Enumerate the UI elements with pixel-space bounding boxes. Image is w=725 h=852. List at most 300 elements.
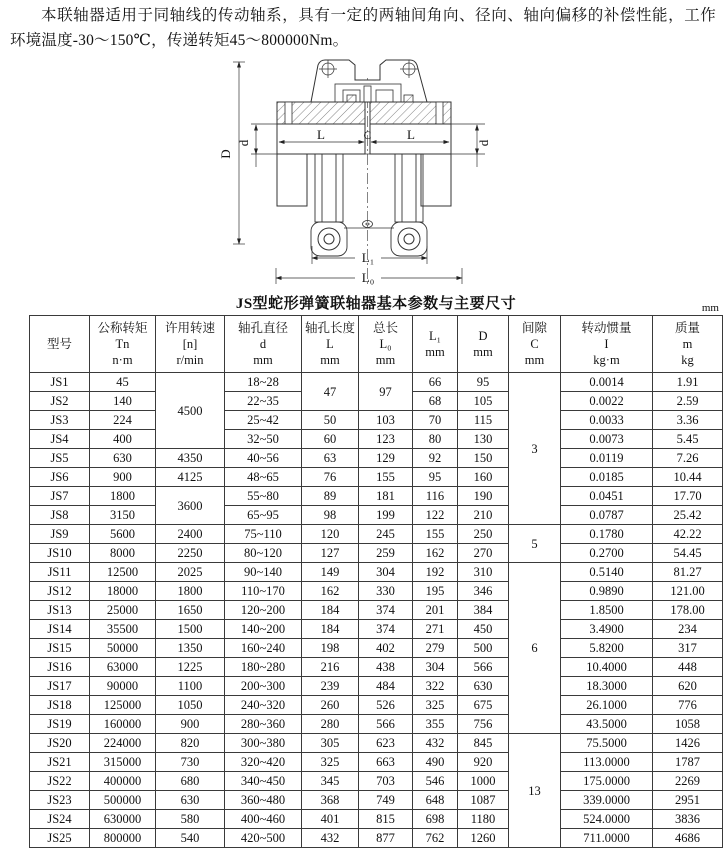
dim-label-d-right: d xyxy=(476,139,491,147)
table-row xyxy=(30,601,723,620)
table-cell: 2951 xyxy=(653,791,723,810)
table-cell: 201 xyxy=(413,601,458,620)
table-cell: 5 xyxy=(509,525,561,563)
table-cell: 32~50 xyxy=(225,430,302,449)
table-cell: 580 xyxy=(156,810,225,829)
spec-table xyxy=(29,315,723,848)
table-cell: 75.5000 xyxy=(561,734,653,753)
table-cell: 162 xyxy=(413,544,458,563)
table-cell: 4350 xyxy=(156,449,225,468)
table-row xyxy=(30,829,723,848)
table-cell: 110~170 xyxy=(225,582,302,601)
table-cell: 320~420 xyxy=(225,753,302,772)
table-cell: 730 xyxy=(156,753,225,772)
screw-left xyxy=(347,95,356,102)
table-cell: 368 xyxy=(302,791,359,810)
spec-table-block xyxy=(29,295,723,848)
table-cell: JS16 xyxy=(30,658,90,677)
table-cell: 224000 xyxy=(90,734,156,753)
table-cell: 1180 xyxy=(458,810,509,829)
table-cell: 190 xyxy=(458,487,509,506)
table-cell: 162 xyxy=(302,582,359,601)
table-cell: 400 xyxy=(90,430,156,449)
table-cell: 401 xyxy=(302,810,359,829)
table-row xyxy=(30,677,723,696)
table-cell: 877 xyxy=(359,829,413,848)
table-cell: 400000 xyxy=(90,772,156,791)
table-row xyxy=(30,791,723,810)
table-cell: 0.5140 xyxy=(561,563,653,582)
table-cell: JS1 xyxy=(30,373,90,392)
table-cell: 175.0000 xyxy=(561,772,653,791)
table-cell: JS23 xyxy=(30,791,90,810)
table-cell: 123 xyxy=(359,430,413,449)
table-cell: 195 xyxy=(413,582,458,601)
col-header: L₁ mm xyxy=(413,316,458,373)
table-cell: JS12 xyxy=(30,582,90,601)
table-cell: 450 xyxy=(458,620,509,639)
table-cell: 181 xyxy=(359,487,413,506)
table-cell: 2269 xyxy=(653,772,723,791)
table-cell: 155 xyxy=(413,525,458,544)
hex-bolt-left xyxy=(311,222,347,256)
table-cell: 127 xyxy=(302,544,359,563)
table-cell: 160~240 xyxy=(225,639,302,658)
table-cell: 3.4900 xyxy=(561,620,653,639)
table-cell: 55~80 xyxy=(225,487,302,506)
table-cell: 438 xyxy=(359,658,413,677)
table-cell: JS9 xyxy=(30,525,90,544)
table-cell: 2025 xyxy=(156,563,225,582)
table-cell: 280~360 xyxy=(225,715,302,734)
table-cell: 0.0073 xyxy=(561,430,653,449)
table-cell: 4125 xyxy=(156,468,225,487)
table-cell: 25000 xyxy=(90,601,156,620)
table-cell: 25.42 xyxy=(653,506,723,525)
table-cell: 3.36 xyxy=(653,411,723,430)
table-row xyxy=(30,373,723,392)
table-row xyxy=(30,411,723,430)
table-row xyxy=(30,487,723,506)
table-cell: 820 xyxy=(156,734,225,753)
table-cell: 120 xyxy=(302,525,359,544)
table-cell: 1787 xyxy=(653,753,723,772)
table-row xyxy=(30,544,723,563)
table-cell: 270 xyxy=(458,544,509,563)
table-cell: 4500 xyxy=(156,373,225,449)
table-cell: 48~65 xyxy=(225,468,302,487)
table-cell: 3150 xyxy=(90,506,156,525)
dim-label-L-left: L xyxy=(317,127,325,142)
table-cell: 25~42 xyxy=(225,411,302,430)
table-row xyxy=(30,715,723,734)
table-cell: 815 xyxy=(359,810,413,829)
table-cell: 0.0014 xyxy=(561,373,653,392)
table-cell: 90~140 xyxy=(225,563,302,582)
table-cell: 310 xyxy=(458,563,509,582)
table-cell: 75~110 xyxy=(225,525,302,544)
table-cell: 566 xyxy=(458,658,509,677)
table-cell: 18000 xyxy=(90,582,156,601)
table-cell: 1500 xyxy=(156,620,225,639)
table-row xyxy=(30,658,723,677)
table-row xyxy=(30,563,723,582)
bolt-shanks xyxy=(315,154,423,222)
screw-right xyxy=(404,95,413,102)
table-cell: 663 xyxy=(359,753,413,772)
table-cell: JS3 xyxy=(30,411,90,430)
table-cell: JS14 xyxy=(30,620,90,639)
table-cell: 65~95 xyxy=(225,506,302,525)
table-cell: 756 xyxy=(458,715,509,734)
table-cell: JS11 xyxy=(30,563,90,582)
table-cell: 216 xyxy=(302,658,359,677)
table-cell: 800000 xyxy=(90,829,156,848)
table-cell: 3 xyxy=(509,373,561,525)
col-header: 公称转矩 Tn n·m xyxy=(90,316,156,373)
table-cell: 155 xyxy=(359,468,413,487)
table-cell: 0.0033 xyxy=(561,411,653,430)
table-cell: 0.0787 xyxy=(561,506,653,525)
table-cell: JS22 xyxy=(30,772,90,791)
table-cell: 140~200 xyxy=(225,620,302,639)
table-cell: 339.0000 xyxy=(561,791,653,810)
table-row xyxy=(30,620,723,639)
table-cell: 12500 xyxy=(90,563,156,582)
table-cell: 317 xyxy=(653,639,723,658)
table-cell: 17.70 xyxy=(653,487,723,506)
table-cell: 845 xyxy=(458,734,509,753)
table-cell: 325 xyxy=(413,696,458,715)
table-cell: 1260 xyxy=(458,829,509,848)
table-cell: 105 xyxy=(458,392,509,411)
table-cell: 432 xyxy=(302,829,359,848)
table-cell: 45 xyxy=(90,373,156,392)
table-cell: 271 xyxy=(413,620,458,639)
table-cell: 6 xyxy=(509,563,561,734)
table-body xyxy=(30,373,723,848)
table-cell: 1800 xyxy=(90,487,156,506)
col-header: 许用转速 [n] r/min xyxy=(156,316,225,373)
col-header: 轴孔直径 d mm xyxy=(225,316,302,373)
table-cell: 192 xyxy=(413,563,458,582)
table-cell: 116 xyxy=(413,487,458,506)
table-cell: 50000 xyxy=(90,639,156,658)
table-cell: 698 xyxy=(413,810,458,829)
table-row xyxy=(30,696,723,715)
table-cell: 920 xyxy=(458,753,509,772)
table-cell: 129 xyxy=(359,449,413,468)
table-cell: 40~56 xyxy=(225,449,302,468)
table-cell: 648 xyxy=(413,791,458,810)
table-cell: 325 xyxy=(302,753,359,772)
table-cell: 900 xyxy=(156,715,225,734)
table-row xyxy=(30,639,723,658)
table-cell: 89 xyxy=(302,487,359,506)
table-cell: 90000 xyxy=(90,677,156,696)
table-cell: 2400 xyxy=(156,525,225,544)
table-cell: 4686 xyxy=(653,829,723,848)
col-header: 质量 m kg xyxy=(653,316,723,373)
table-cell: JS8 xyxy=(30,506,90,525)
dim-D-line xyxy=(233,62,245,244)
table-cell: 120~200 xyxy=(225,601,302,620)
table-cell: 1087 xyxy=(458,791,509,810)
table-row xyxy=(30,506,723,525)
table-cell: 346 xyxy=(458,582,509,601)
table-cell: 97 xyxy=(359,373,413,411)
dim-label-C: C xyxy=(363,130,372,142)
table-cell: 566 xyxy=(359,715,413,734)
table-row xyxy=(30,734,723,753)
table-cell: 98 xyxy=(302,506,359,525)
table-cell: 18~28 xyxy=(225,373,302,392)
table-cell: JS15 xyxy=(30,639,90,658)
table-cell: 95 xyxy=(458,373,509,392)
table-cell: 150 xyxy=(458,449,509,468)
seal-groove-right xyxy=(436,102,443,124)
sleeve-right xyxy=(421,154,451,206)
table-cell: 50 xyxy=(302,411,359,430)
table-cell: 81.27 xyxy=(653,563,723,582)
table-cell: 1000 xyxy=(458,772,509,791)
table-cell: 8000 xyxy=(90,544,156,563)
table-cell: 184 xyxy=(302,620,359,639)
header-row xyxy=(30,316,723,373)
table-cell: 305 xyxy=(302,734,359,753)
table-cell: 330 xyxy=(359,582,413,601)
table-cell: 22~35 xyxy=(225,392,302,411)
table-cell: 304 xyxy=(413,658,458,677)
table-cell: 3600 xyxy=(156,487,225,525)
col-header: 总长 L₀ mm xyxy=(359,316,413,373)
table-cell: 5.45 xyxy=(653,430,723,449)
labyrinth-detail xyxy=(335,84,401,102)
table-cell: JS13 xyxy=(30,601,90,620)
table-cell: 260 xyxy=(302,696,359,715)
seal-groove-left xyxy=(285,102,292,124)
table-cell: 630 xyxy=(156,791,225,810)
table-row xyxy=(30,753,723,772)
table-cell: JS24 xyxy=(30,810,90,829)
table-cell: JS17 xyxy=(30,677,90,696)
table-cell: 60 xyxy=(302,430,359,449)
table-cell: 178.00 xyxy=(653,601,723,620)
table-row xyxy=(30,810,723,829)
table-cell: 245 xyxy=(359,525,413,544)
table-cell: 420~500 xyxy=(225,829,302,848)
table-cell: JS4 xyxy=(30,430,90,449)
table-cell: JS6 xyxy=(30,468,90,487)
dim-label-L1: L₁ xyxy=(361,250,375,265)
table-cell: 345 xyxy=(302,772,359,791)
col-header: 型号 xyxy=(30,316,90,373)
table-cell: 2.59 xyxy=(653,392,723,411)
col-header: 轴孔长度 L mm xyxy=(302,316,359,373)
table-cell: 630 xyxy=(90,449,156,468)
table-cell: 0.0119 xyxy=(561,449,653,468)
table-cell: 80~120 xyxy=(225,544,302,563)
table-cell: 762 xyxy=(413,829,458,848)
table-cell: 374 xyxy=(359,601,413,620)
table-cell: 76 xyxy=(302,468,359,487)
col-header: 间隙 C mm xyxy=(509,316,561,373)
table-cell: 1426 xyxy=(653,734,723,753)
table-row xyxy=(30,525,723,544)
table-row xyxy=(30,449,723,468)
table-cell: 198 xyxy=(302,639,359,658)
table-cell: 500 xyxy=(458,639,509,658)
table-cell: 524.0000 xyxy=(561,810,653,829)
table-cell: 630000 xyxy=(90,810,156,829)
table-cell: 92 xyxy=(413,449,458,468)
table-cell: 10.4000 xyxy=(561,658,653,677)
table-cell: JS7 xyxy=(30,487,90,506)
dim-label-L0: L₀ xyxy=(361,270,375,285)
table-cell: 2250 xyxy=(156,544,225,563)
table-cell: 224 xyxy=(90,411,156,430)
table-cell: JS5 xyxy=(30,449,90,468)
table-cell: 259 xyxy=(359,544,413,563)
table-cell: 130 xyxy=(458,430,509,449)
table-cell: 384 xyxy=(458,601,509,620)
table-title: JS型蛇形弹簧联轴器基本参数与主要尺寸 xyxy=(235,296,517,312)
table-cell: JS25 xyxy=(30,829,90,848)
table-cell: 1350 xyxy=(156,639,225,658)
table-row xyxy=(30,772,723,791)
table-cell: 26.1000 xyxy=(561,696,653,715)
table-cell: 125000 xyxy=(90,696,156,715)
table-cell: 115 xyxy=(458,411,509,430)
table-cell: 70 xyxy=(413,411,458,430)
table-unit-label: mm xyxy=(701,302,719,314)
table-cell: 0.0451 xyxy=(561,487,653,506)
table-cell: 10.44 xyxy=(653,468,723,487)
table-cell: 432 xyxy=(413,734,458,753)
table-cell: 402 xyxy=(359,639,413,658)
table-cell: 340~450 xyxy=(225,772,302,791)
table-cell: 540 xyxy=(156,829,225,848)
table-cell: JS10 xyxy=(30,544,90,563)
table-cell: 184 xyxy=(302,601,359,620)
table-cell: 280 xyxy=(302,715,359,734)
coupling-drawing xyxy=(198,54,530,294)
coupling-drawing-svg xyxy=(198,54,530,294)
table-cell: JS18 xyxy=(30,696,90,715)
dim-label-d-left: d xyxy=(236,139,251,147)
table-cell: 54.45 xyxy=(653,544,723,563)
table-cell: 1800 xyxy=(156,582,225,601)
table-cell: 95 xyxy=(413,468,458,487)
table-cell: 5.8200 xyxy=(561,639,653,658)
table-cell: 490 xyxy=(413,753,458,772)
table-cell: 0.9890 xyxy=(561,582,653,601)
table-cell: 149 xyxy=(302,563,359,582)
table-cell: 200~300 xyxy=(225,677,302,696)
table-cell: 240~320 xyxy=(225,696,302,715)
table-cell: 360~480 xyxy=(225,791,302,810)
table-cell: 103 xyxy=(359,411,413,430)
table-cell: 68 xyxy=(413,392,458,411)
table-cell: 526 xyxy=(359,696,413,715)
table-cell: 1.8500 xyxy=(561,601,653,620)
table-cell: 749 xyxy=(359,791,413,810)
table-cell: 630 xyxy=(458,677,509,696)
table-cell: 47 xyxy=(302,373,359,411)
table-cell: 63000 xyxy=(90,658,156,677)
table-cell: 1.91 xyxy=(653,373,723,392)
table-cell: 7.26 xyxy=(653,449,723,468)
table-cell: 1650 xyxy=(156,601,225,620)
table-cell: 113.0000 xyxy=(561,753,653,772)
table-cell: 304 xyxy=(359,563,413,582)
table-cell: 400~460 xyxy=(225,810,302,829)
table-row xyxy=(30,468,723,487)
table-cell: 0.0022 xyxy=(561,392,653,411)
table-cell: JS19 xyxy=(30,715,90,734)
table-head xyxy=(30,316,723,373)
col-header: 转动惯量 I kg·m xyxy=(561,316,653,373)
table-cell: JS21 xyxy=(30,753,90,772)
table-cell: 620 xyxy=(653,677,723,696)
table-cell: 234 xyxy=(653,620,723,639)
table-cell: 675 xyxy=(458,696,509,715)
table-cell: 160000 xyxy=(90,715,156,734)
table-cell: 43.5000 xyxy=(561,715,653,734)
table-cell: 122 xyxy=(413,506,458,525)
table-cell: 18.3000 xyxy=(561,677,653,696)
dim-label-L-right: L xyxy=(407,127,415,142)
table-cell: 63 xyxy=(302,449,359,468)
table-cell: 180~280 xyxy=(225,658,302,677)
table-cell: 0.2700 xyxy=(561,544,653,563)
table-cell: 776 xyxy=(653,696,723,715)
table-cell: 300~380 xyxy=(225,734,302,753)
table-cell: 355 xyxy=(413,715,458,734)
table-cell: 35500 xyxy=(90,620,156,639)
table-cell: 546 xyxy=(413,772,458,791)
table-cell: 0.1780 xyxy=(561,525,653,544)
table-row xyxy=(30,582,723,601)
table-cell: 279 xyxy=(413,639,458,658)
table-cell: 42.22 xyxy=(653,525,723,544)
table-cell: 1058 xyxy=(653,715,723,734)
table-cell: 0.0185 xyxy=(561,468,653,487)
table-cell: 711.0000 xyxy=(561,829,653,848)
table-cell: 121.00 xyxy=(653,582,723,601)
table-cell: 1225 xyxy=(156,658,225,677)
table-cell: 900 xyxy=(90,468,156,487)
table-cell: 374 xyxy=(359,620,413,639)
table-cell: 500000 xyxy=(90,791,156,810)
table-cell: 199 xyxy=(359,506,413,525)
table-cell: 1050 xyxy=(156,696,225,715)
table-cell: 1100 xyxy=(156,677,225,696)
table-cell: 210 xyxy=(458,506,509,525)
table-cell: 13 xyxy=(509,734,561,848)
dim-label-D: D xyxy=(218,149,233,159)
table-row xyxy=(30,430,723,449)
intro-paragraph: 本联轴器适用于同轴线的传动轴系，具有一定的两轴间角向、径向、轴向偏移的补偿性能，工作环境温度-30～150℃，传递转矩45～800000Nm。 xyxy=(10,7,716,49)
table-cell: 5600 xyxy=(90,525,156,544)
table-cell: 703 xyxy=(359,772,413,791)
hex-bolt-right xyxy=(391,222,427,256)
table-cell: 623 xyxy=(359,734,413,753)
table-cell: 160 xyxy=(458,468,509,487)
table-cell: JS2 xyxy=(30,392,90,411)
table-cell: JS20 xyxy=(30,734,90,753)
table-cell: 239 xyxy=(302,677,359,696)
